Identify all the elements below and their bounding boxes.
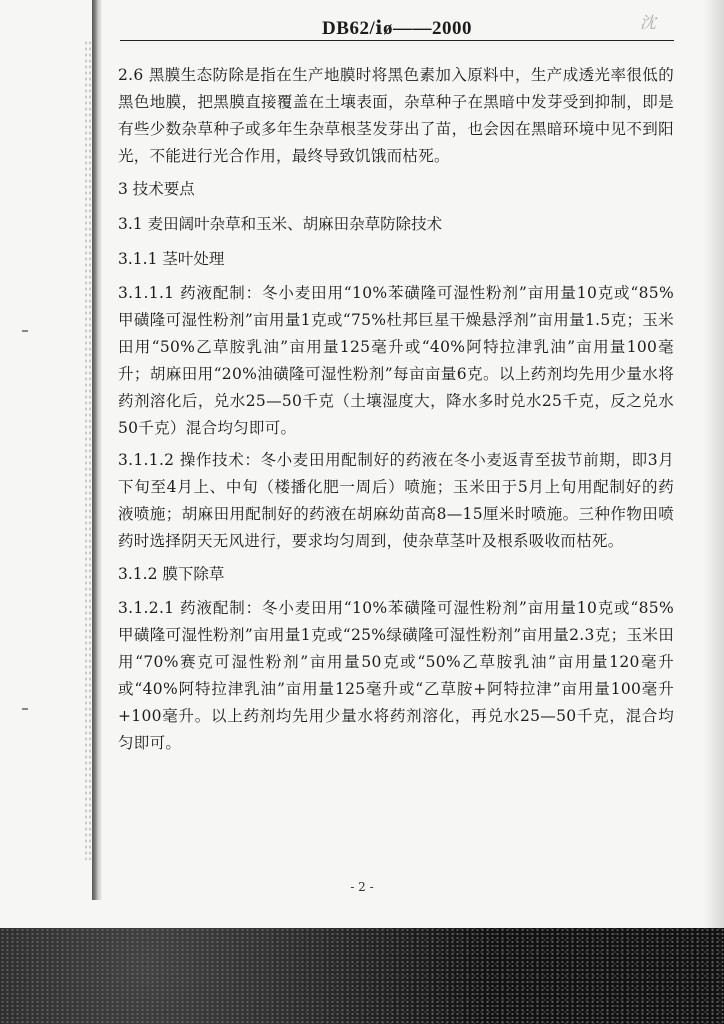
heading-3-1-2: 3.1.2 膜下除草: [118, 565, 225, 583]
heading-3-1-1: 3.1.1 茎叶处理: [118, 250, 225, 268]
page-number: - 2 -: [350, 880, 374, 894]
handwritten-mark: 沈: [640, 13, 657, 32]
scan-noise: [0, 928, 724, 1024]
heading-3: 3 技术要点: [118, 180, 195, 198]
standard-code: DB62/ⅰø——2000: [322, 18, 472, 39]
document-body: [118, 62, 674, 757]
paragraph-3-1-2-1: 3.1.2.1 药液配制：冬小麦田用“10%苯磺隆可湿性粉剂”亩用量10克或“85%甲磺隆可湿性粉剂”亩用量1克或“25%绿磺隆可湿性粉剂”亩用量2.3克；玉米田用“70%赛克可湿性粉剂”亩用量50克或“50%乙草胺乳油”亩用量120毫升或“40%阿特拉津乳油”亩用量125毫升或“乙草胺+阿特拉津”亩用量100毫升+100毫升。以上药剂均先用少量水将药剂溶化，再兑水25—50千克，混合均匀即可。: [118, 599, 674, 752]
paragraph-2-6: 2.6 黑膜生态防除是指在生产地膜时将黑色素加入原料中，生产成透光率很低的黑色地膜，把黑膜直接覆盖在土壤表面，杂草种子在黑暗中发芽受到抑制，即是有些少数杂草种子或多年生杂草根茎发芽出了苗，也会因在黑暗环境中见不到阳光，不能进行光合作用，最终导致饥饿而枯死。: [118, 66, 674, 165]
punch-mark: [22, 330, 28, 332]
heading-3-1: 3.1 麦田阔叶杂草和玉米、胡麻田杂草防除技术: [118, 215, 443, 233]
paragraph-3-1-1-2: 3.1.1.2 操作技术：冬小麦田用配制好的药液在冬小麦返青至拔节前期，即3月下旬至4月上、中旬（楼播化肥一周后）喷施；玉米田于5月上旬用配制好的药液喷施；胡麻田用配制好的药液在胡麻幼苗高8—15厘米时喷施。三种作物田喷药时选择阴天无风进行，要求均匀周到，使杂草茎叶及根系吸收而枯死。: [118, 451, 674, 550]
punch-mark: [22, 708, 28, 710]
scan-binding-dots: [84, 40, 92, 860]
scan-binding-shadow: [92, 0, 102, 900]
paragraph-3-1-1-1: 3.1.1.1 药液配制：冬小麦田用“10%苯磺隆可湿性粉剂”亩用量10克或“85%甲磺隆可湿性粉剂”亩用量1克或“75%杜邦巨星干燥悬浮剂”亩用量1.5克；玉米田用“50%乙草胺乳油”亩用量125毫升或“40%阿特拉津乳油”亩用量100毫升；胡麻田用“20%油磺隆可湿性粉剂”每亩亩量6克。以上药剂均先用少量水将药剂溶化后，兑水25—50千克（土壤湿度大，降水多时兑水25千克，反之兑水50千克）混合均匀即可。: [118, 284, 674, 437]
scan-dark-border: [0, 928, 724, 1024]
page-header: [120, 12, 674, 41]
scan-right-edge: [704, 0, 724, 1024]
